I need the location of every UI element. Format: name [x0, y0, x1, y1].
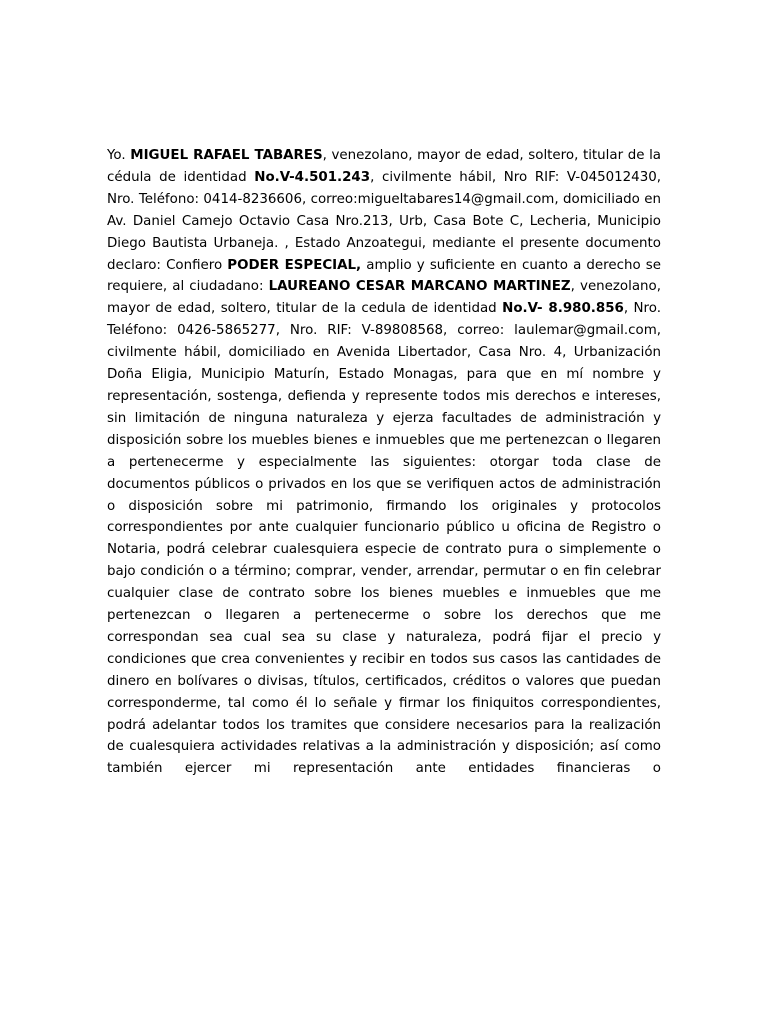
text-segment: , venezolano, mayor de edad, soltero, titular de la cedula de identidad: [107, 279, 661, 317]
power-of-attorney-paragraph: [107, 145, 661, 780]
text-segment: , Nro. Teléfono: 0426-5865277, Nro. RIF: V-89808568, correo: laulemar@gmail.com, civilmente hábil, domiciliado en Avenida Libertador, Casa Nro. 4, Urbanización Doña Eligia, Municipio Maturín, Estado Monagas, para que en mí nombre y representación, sostenga, defienda y represente todos mis derechos e intereses, sin limitación de ninguna naturaleza y ejerza facultades de administración y disposición sobre los muebles bienes e inmuebles que me pertenezcan o llegaren a pertenecerme y especialmente las siguientes: otorgar toda clase de documentos públicos o privados en los que se verifiquen actos de administración o disposición sobre mi patrimonio, firmando los originales y protocolos correspondientes por ante cualquier funcionario público u oficina de Registro o Notaria, podrá celebrar cualesquiera especie de contrato pura o simplemente o bajo condición o a término; comprar, vender, arrendar, permutar o en fin celebrar cualquier clase de contrato sobre los bienes muebles e inmuebles que me pertenezcan o llegaren a pertenecerme o sobre los derechos que me correspondan sea cual sea su clase y naturaleza, podrá fijar el precio y condiciones que crea convenientes y recibir en todos sus casos las cantidades de dinero en bolívares o divisas, títulos, certificados, créditos o valores que puedan corresponderme, tal como él lo señale y firmar los finiquitos correspondientes, podrá adelantar todos los tramites que considere necesarios para la realización de cualesquiera actividades relativas a la administración y disposición; así como también ejercer mi representación ante entidades financieras o: [107, 301, 661, 777]
text-segment: Yo.: [107, 148, 131, 163]
attorney-name: LAUREANO CESAR MARCANO MARTINEZ: [268, 279, 571, 295]
grantor-name: MIGUEL RAFAEL TABARES: [130, 148, 323, 163]
text-segment: , venezolano, mayor de edad, soltero, titular de la cédula de identidad: [107, 148, 662, 185]
attorney-id-number: No.V- 8.980.856: [502, 301, 624, 317]
grantor-id-number: No.V-4.501.243: [254, 169, 371, 185]
text-segment: , civilmente hábil, Nro RIF: V-045012430, Nro. Teléfono: 0414-8236606, correo:migueltabares14@gmail.com, domiciliado en Av. Daniel Camejo Octavio Casa Nro.213, Urb, Casa Bote C, Lecheria, Municipio Diego Bautista Urbaneja. , Estado Anzoategui, mediante el presente documento declaro: Confiero: [107, 169, 661, 273]
text-segment: amplio y suficiente en cuanto a derecho se requiere, al ciudadano:: [107, 257, 662, 295]
power-type: PODER ESPECIAL,: [227, 257, 362, 273]
